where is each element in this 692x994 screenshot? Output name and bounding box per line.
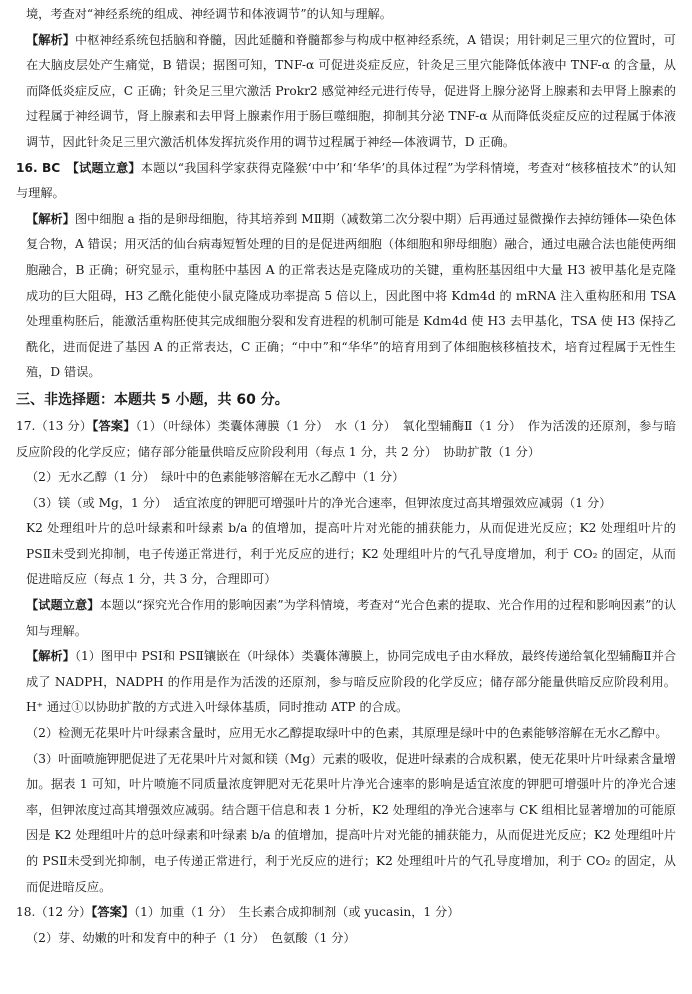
intent-tag: 【试题立意】	[26, 598, 100, 613]
paragraph-q17-analysis-3: （3）叶面喷施钾肥促进了无花果叶片对氮和镁（Mg）元素的吸收，促进叶绿素的合成积累，使无花果叶片叶绿素含量增加。据表 1 可知，叶片喷施不同质量浓度钾肥对无花果叶片净光合速率的影响是适宜浓度的钾肥可增强叶片的净光合速率，但钾浓度过高其增强效应减弱。结合题干信息和表 1 分析，K2 处理组的净光合速率与 CK 组相比显著增加的可能原因是 K2 处理组叶片的总叶绿素和叶绿素 b/a 的值增加，提高叶片对光能的捕获能力，从而促进光反应；K2 处理组叶片的 PSⅡ未受到光抑制，电子传递正常进行，利于光反应的进行；K2 处理组叶片的气孔导度增加，利于 CO₂ 的固定，从而促进暗反应。	[26, 751, 676, 894]
paragraph-q16-analysis: 【解析】图中细胞 a 指的是卵母细胞，待其培养到 MⅡ期（减数第二次分裂中期）后再通过显微操作去掉纺锤体—染色体复合物，A 错误；用灭活的仙台病毒短暂处理的目的是促进两细胞（体细胞和卵母细胞）融合，通过电融合法也能使两细胞融合，B 正确；研究显示，重构胚中基因 A 的正常表达是克隆成功的关键，重构胚基因组中大量 H3 被甲基化是克隆成功的巨大阻碍，H3 乙酰化能使小鼠克隆成功率提高 5 倍以上，因此图中将 Kdm4d 的 mRNA 注入重构胚和用 TSA 处理重构胚后，能激活重构胚使其完成细胞分裂和发育进程的机制可能是 Kdm4d 使 H3 去甲基化，TSA 使 H3 保持乙酰化，进而促进了基因 A 的正常表达，C 正确；“中中”和“华华”的培育用到了体细胞核移植技术，培育过程属于无性生殖，D 错误。	[26, 211, 677, 380]
question-number: 17.（13 分）	[16, 418, 93, 433]
paragraph-q17-analysis-2: （2）检测无花果叶片叶绿素含量时，应用无水乙醇提取绿叶中的色素，其原理是绿叶中的色素能够溶解在无水乙醇中。	[26, 726, 668, 741]
paragraph-q16-header: 16. BC 【试题立意】本题以“我国科学家获得克隆猴‘中中’和‘华华’的具体过程”为学科情境，考查对“核移植技术”的认知与理解。	[16, 160, 677, 201]
paragraph-q18-answer-2: （2）芽、幼嫩的叶和发育中的种子（1 分） 色氨酸（1 分）	[26, 930, 356, 945]
paragraph-q17-answer-3: （3）镁（或 Mg，1 分） 适宜浓度的钾肥可增强叶片的净光合速率，但钾浓度过高其增强效应减弱（1 分）	[26, 495, 612, 510]
paragraph-q17-answer-2: （2）无水乙醇（1 分） 绿叶中的色素能够溶解在无水乙醇中（1 分）	[26, 470, 405, 485]
section-heading: 三、非选择题：本题共 5 小题，共 60 分。	[16, 391, 289, 408]
answer-tag: 【答案】	[91, 905, 134, 920]
paragraph-q15-intent-end: 境，考查对“神经系统的组成、神经调节和体液调节”的认知与理解。	[26, 7, 392, 21]
analysis-tag: 【解析】	[26, 211, 75, 226]
analysis-tag: 【解析】	[26, 649, 75, 664]
analysis-tag: 【解析】	[26, 32, 76, 47]
paragraph-q15-analysis: 【解析】中枢神经系统包括脑和脊髓，因此延髓和脊髓都参与构成中枢神经系统，A 错误；用针刺足三里穴的位置时，可在大脑皮层处产生痛觉，B 错误；据图可知，TNF-α 可促进炎症反应，针灸足三里穴能降低体液中 TNF-α 的含量，从而降低炎症反应，C 正确；针灸足三里穴激活 Prokr2 感觉神经元进行传导，促进肾上腺分泌肾上腺素和去甲肾上腺素的过程属于神经调节，肾上腺素和去甲肾上腺素作用于肠巨噬细胞，抑制其分泌 TNF-α 从而降低炎症反应的过程属于体液调节，因此针灸足三里穴激活机体发挥抗炎作用的调节过程属于神经—体液调节，D 正确。	[26, 32, 676, 149]
question-number: 16. BC	[16, 160, 61, 175]
paragraph-q17-answer-3b: K2 处理组叶片的总叶绿素和叶绿素 b/a 的值增加，提高叶片对光能的捕获能力，从而促进光反应；K2 处理组叶片的 PSⅡ未受到光抑制，电子传递正常进行，利于光反应的进行；K2 处理组叶片的气孔导度增加，利于 CO₂ 的固定，从而促进暗反应（每点 1 分，共 3 分，合理即可）	[26, 521, 676, 587]
paragraph-q17-intent: 【试题立意】本题以“探究光合作用的影响因素”为学科情境，考查对“光合色素的提取、光合作用的过程和影响因素”的认知与理解。	[26, 598, 676, 638]
answer-tag: 【答案】	[92, 418, 136, 433]
paragraph-q17-analysis-1: 【解析】（1）图甲中 PSⅠ和 PSⅡ镶嵌在（叶绿体）类囊体薄膜上，协同完成电子由水释放，最终传递给氧化型辅酶Ⅱ并合成了 NADPH，NADPH 的作用是作为活泼的还原剂，参与暗反应阶段的化学反应；储存部分能量供暗反应阶段利用。H⁺ 通过①以协助扩散的方式进入叶绿体基质，同时推动 ATP 的合成。	[26, 649, 677, 715]
question-number: 18.（12 分）	[16, 905, 92, 920]
paragraph-q18-answer-1: 18.（12 分）【答案】（1）加重（1 分） 生长素合成抑制剂（或 yucasin，1 分）	[16, 905, 460, 920]
intent-tag: 【试题立意】	[72, 160, 141, 175]
paragraph-q17-answer-1: 17.（13 分）【答案】（1）（叶绿体）类囊体薄膜（1 分） 水（1 分） 氧化型辅酶Ⅱ（1 分） 作为活泼的还原剂，参与暗反应阶段的化学反应；储存部分能量供暗反应阶段利用（每点 1 分，共 2 分） 协助扩散（1 分）	[16, 418, 677, 459]
